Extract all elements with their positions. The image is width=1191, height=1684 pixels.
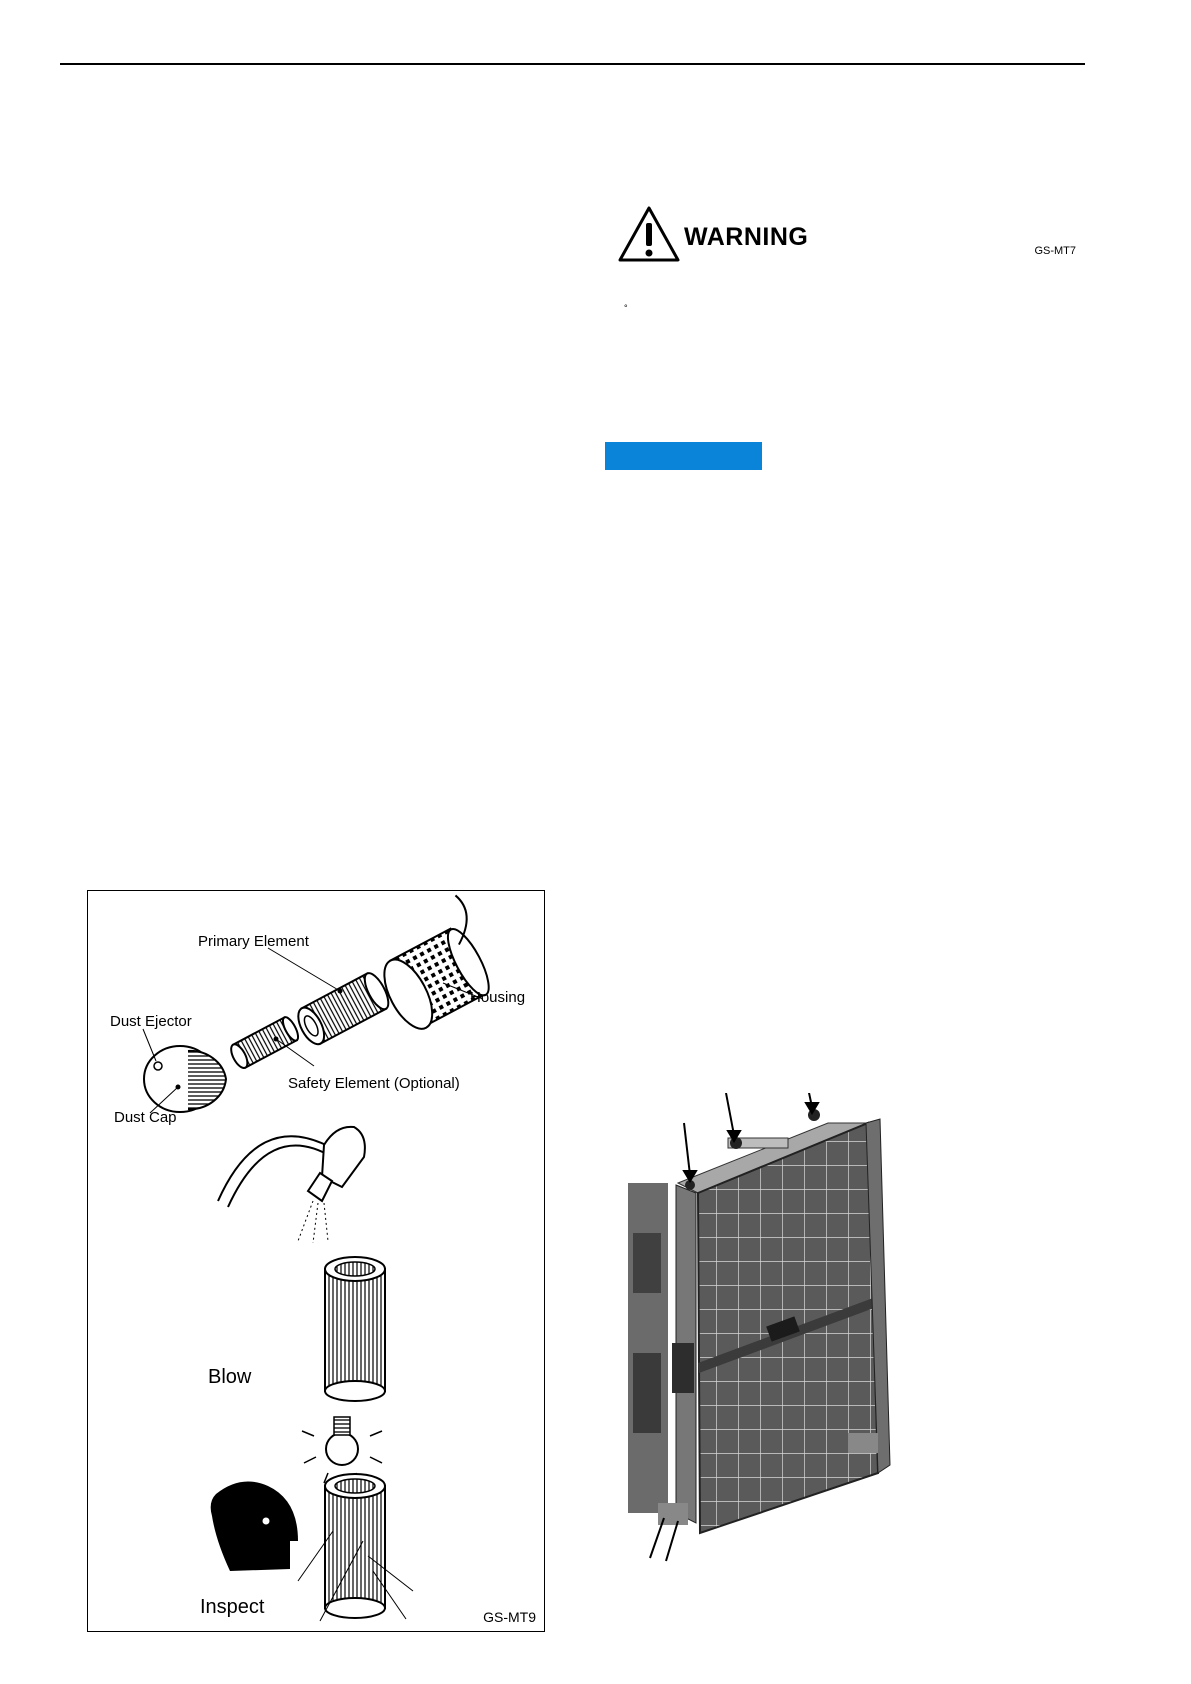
air-cleaner-figure (87, 890, 545, 1632)
dust-cap-part (144, 1046, 226, 1112)
label-housing: Housing (470, 989, 526, 1006)
label-dust-cap: Dust Cap (114, 1109, 177, 1126)
label-dust-ejector: Dust Ejector (110, 1013, 192, 1030)
inspected-element (325, 1474, 385, 1618)
warning-code: GS-MT7 (1034, 245, 1076, 257)
radiator-figure (628, 1093, 898, 1573)
small-mark: ° (624, 303, 628, 313)
warning-triangle-icon (617, 205, 681, 263)
label-safety-element: Safety Element (Optional) (288, 1075, 460, 1092)
housing-part (362, 894, 506, 1036)
blown-element (325, 1257, 385, 1401)
primary-element-part (293, 970, 393, 1049)
header-rule (60, 63, 1085, 65)
label-inspect: Inspect (200, 1596, 265, 1618)
radiator-illustration (628, 1093, 898, 1573)
section-heading-bar (605, 442, 762, 470)
label-blow: Blow (208, 1366, 252, 1388)
warning-block (616, 205, 1076, 265)
warning-label: WARNING (684, 223, 809, 251)
light-bulb (302, 1417, 382, 1483)
figure-code: GS-MT9 (483, 1609, 536, 1625)
safety-element-part (228, 1015, 301, 1070)
label-primary-element: Primary Element (198, 933, 309, 950)
